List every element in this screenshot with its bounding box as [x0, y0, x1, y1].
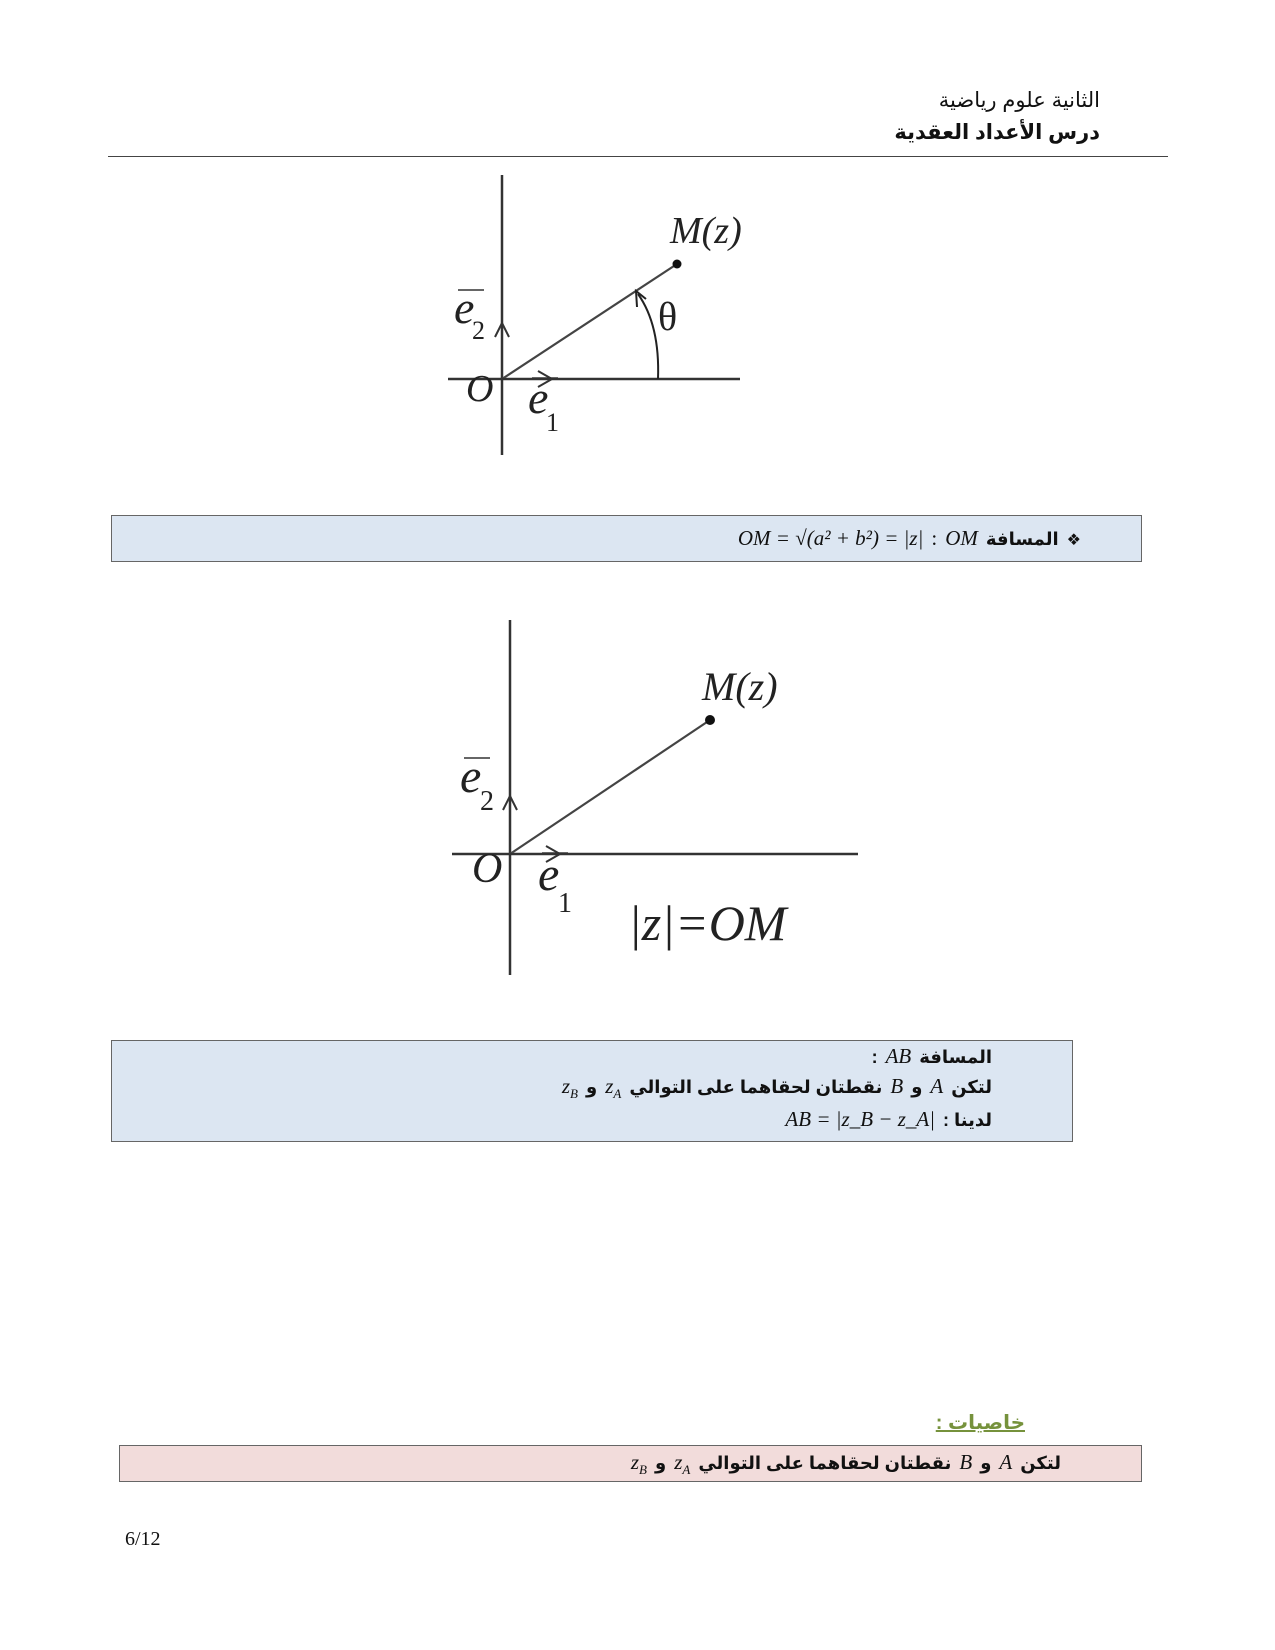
ab-point-b: B — [890, 1074, 904, 1098]
page-number: 6/12 — [125, 1528, 161, 1550]
modulus-label: |z|=OM — [628, 895, 787, 951]
prop-point-b: B — [959, 1450, 973, 1474]
prop-zb: $z_B$ — [630, 1450, 647, 1478]
ab-and-2: و — [585, 1077, 598, 1097]
point-m-label: M(z) — [670, 210, 742, 252]
header-divider — [108, 156, 1168, 157]
e2-label: e — [454, 282, 475, 333]
bullet-icon: ❖ — [1066, 532, 1081, 549]
ab-colon: : — [871, 1047, 878, 1067]
e1-index: 1 — [558, 888, 572, 919]
point-m-label: M(z) — [702, 664, 778, 709]
ab-point-a: A — [930, 1074, 944, 1098]
header-lesson-title: درس الأعداد العقدية — [894, 121, 1100, 144]
e2-label: e — [460, 750, 482, 803]
angle-arc — [638, 294, 658, 379]
prop-point-a: A — [999, 1450, 1013, 1474]
point-m — [705, 715, 715, 725]
point-m — [673, 260, 682, 269]
origin-label: O — [466, 368, 494, 410]
properties-box — [119, 1445, 1142, 1482]
ab-let: لتكن — [951, 1077, 992, 1097]
e1-label: e — [528, 372, 549, 423]
e2-index: 2 — [480, 786, 494, 817]
ab-formula: AB = |z_B − z_A| — [785, 1107, 935, 1131]
ab-var: AB — [885, 1044, 912, 1068]
e1-index: 1 — [546, 408, 559, 437]
properties-title: خاصيات : — [935, 1412, 1025, 1434]
prop-let: لتكن — [1020, 1453, 1061, 1473]
ab-zb: $z_B$ — [561, 1074, 578, 1102]
om-segment — [510, 720, 710, 854]
angle-label: θ — [658, 294, 678, 339]
prop-desc: نقطتان لحقاهما على التوالي — [698, 1453, 952, 1473]
om-formula: OM = √(a² + b²) = |z| — [737, 526, 924, 550]
ab-distance-box — [111, 1040, 1073, 1142]
prop-and-2: و — [654, 1453, 667, 1473]
ab-and-1: و — [911, 1077, 923, 1097]
om-title: المسافة — [985, 529, 1059, 549]
figure-modulus-diagram — [440, 620, 860, 975]
header-level: الثانية علوم رياضية — [938, 89, 1100, 112]
ab-za: $z_A$ — [605, 1074, 622, 1102]
ab-we-have: لدينا : — [942, 1110, 992, 1130]
ab-title: المسافة — [919, 1047, 992, 1067]
om-colon: : — [931, 526, 938, 550]
om-var: OM — [945, 526, 978, 550]
prop-and-1: و — [980, 1453, 992, 1473]
origin-label: O — [472, 846, 503, 892]
figure-argument-diagram — [440, 175, 800, 455]
ab-desc: نقطتان لحقاهما على التوالي — [629, 1077, 883, 1097]
e2-index: 2 — [472, 316, 485, 345]
e1-label: e — [538, 848, 560, 901]
prop-za: $z_A$ — [674, 1450, 691, 1478]
om-distance-box — [111, 515, 1142, 562]
